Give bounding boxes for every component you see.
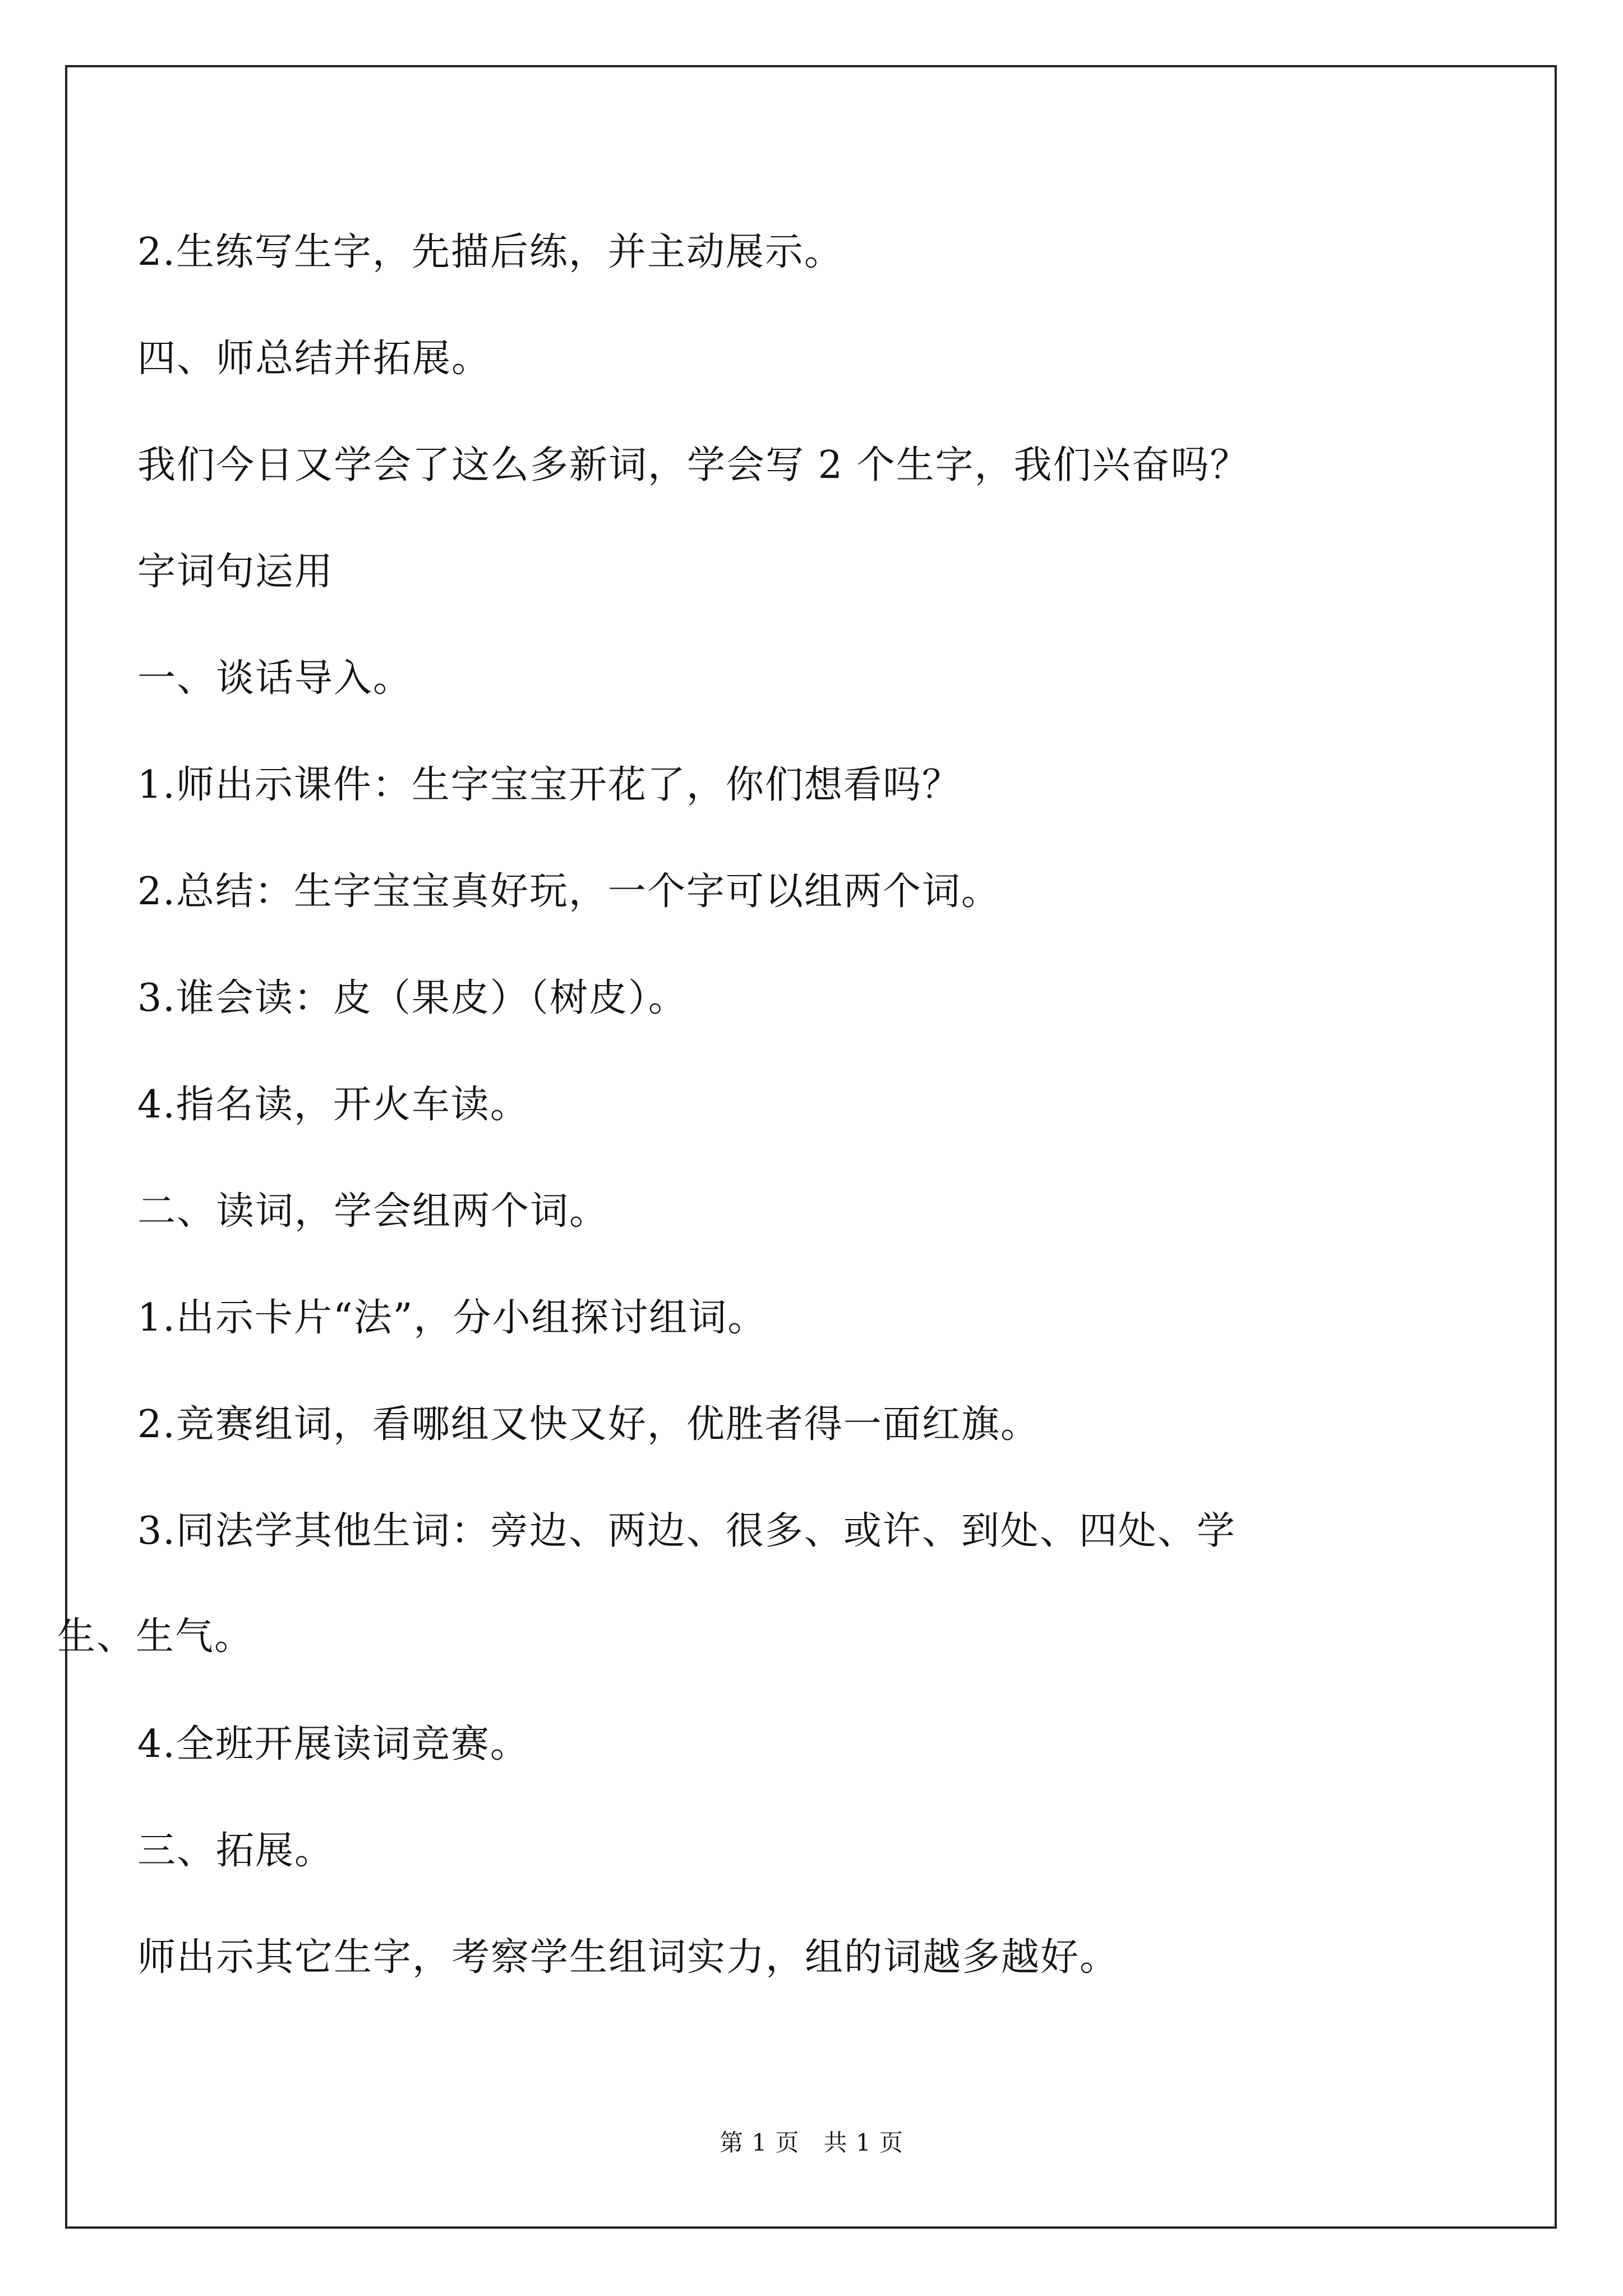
paragraph: 一、谈话导入。 bbox=[137, 656, 413, 701]
paragraph: 4.全班开展读词竞赛。 bbox=[137, 1722, 529, 1766]
paragraph: 4.指名读，开火车读。 bbox=[137, 1083, 529, 1127]
paragraph: 三、拓展。 bbox=[137, 1829, 334, 1873]
paragraph: 师出示其它生字，考察学生组词实力，组的词越多越好。 bbox=[137, 1935, 1119, 1980]
page-frame bbox=[65, 65, 1557, 2229]
paragraph-line: 3.同法学其他生词：旁边、两边、很多、或许、到处、四处、学 bbox=[137, 1509, 1236, 1553]
paragraph: 我们今日又学会了这么多新词，学会写 2 个生字，我们兴奋吗？ bbox=[137, 443, 1249, 487]
paragraph: 1.师出示课件：生字宝宝开花了，你们想看吗？ bbox=[137, 763, 961, 807]
paragraph: 2.竞赛组词，看哪组又快又好，优胜者得一面红旗。 bbox=[137, 1402, 1040, 1447]
paragraph: 2.生练写生字，先描后练，并主动展示。 bbox=[137, 230, 843, 274]
section-heading: 字词句运用 bbox=[137, 550, 334, 594]
paragraph: 1.出示卡片“法”，分小组探讨组词。 bbox=[137, 1296, 767, 1340]
paragraph: 2.总结：生字宝宝真好玩，一个字可以组两个词。 bbox=[137, 869, 1000, 914]
paragraph-line: 生、生气。 bbox=[57, 1614, 254, 1659]
page-footer: 第 1 页 共 1 页 bbox=[720, 2129, 903, 2156]
paragraph: 3.谁会读：皮（果皮）（树皮）。 bbox=[137, 976, 688, 1020]
paragraph: 四、师总结并拓展。 bbox=[137, 337, 491, 381]
paragraph: 二、读词，学会组两个词。 bbox=[137, 1189, 609, 1234]
